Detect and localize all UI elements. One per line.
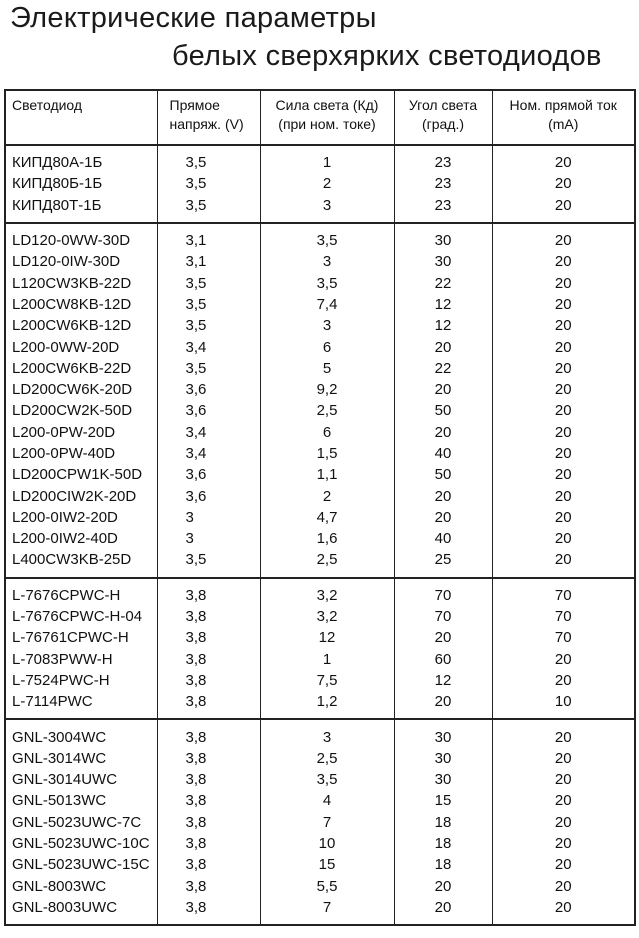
cell-intensity: 1 [260, 145, 394, 173]
cell-angle: 18 [394, 833, 492, 854]
cell-intensity: 3,2 [260, 578, 394, 606]
cell-current: 20 [492, 719, 635, 747]
table-row [5, 173, 635, 194]
table-row [5, 833, 635, 854]
cell-intensity: 3,5 [260, 223, 394, 251]
cell-current: 20 [492, 145, 635, 173]
cell-intensity: 2,5 [260, 400, 394, 421]
cell-voltage: 3,8 [157, 790, 260, 811]
table-row [5, 549, 635, 577]
cell-model: GNL-5013WC [5, 790, 157, 811]
cell-voltage: 3,8 [157, 719, 260, 747]
header-angle-line-2: (град.) [421, 116, 465, 132]
page-title-line-2: белых сверхярких светодиодов [172, 40, 602, 72]
table-row [5, 145, 635, 173]
cell-intensity: 4,7 [260, 507, 394, 528]
cell-model: GNL-8003UWC [5, 897, 157, 925]
cell-angle: 20 [394, 627, 492, 648]
table-body [5, 145, 635, 925]
cell-intensity: 3 [260, 195, 394, 223]
table-row [5, 691, 635, 719]
cell-model: КИПД80А-1Б [5, 145, 157, 173]
cell-angle: 50 [394, 464, 492, 485]
cell-voltage: 3,5 [157, 272, 260, 293]
cell-angle: 22 [394, 358, 492, 379]
cell-voltage: 3,6 [157, 464, 260, 485]
table-row [5, 251, 635, 272]
table-row [5, 578, 635, 606]
cell-model: LD200CIW2K-20D [5, 485, 157, 506]
cell-model: L400CW3KB-25D [5, 549, 157, 577]
cell-angle: 30 [394, 223, 492, 251]
cell-model: GNL-5023UWC-10C [5, 833, 157, 854]
cell-current: 10 [492, 691, 635, 719]
cell-voltage: 3,5 [157, 294, 260, 315]
cell-voltage: 3,8 [157, 578, 260, 606]
header-current-line-2: (mA) [548, 116, 579, 132]
cell-model: L200-0IW2-40D [5, 528, 157, 549]
cell-angle: 20 [394, 876, 492, 897]
table-row [5, 507, 635, 528]
cell-model: КИПД80Б-1Б [5, 173, 157, 194]
cell-voltage: 3 [157, 507, 260, 528]
table-row [5, 485, 635, 506]
cell-model: L-76761CPWC-H [5, 627, 157, 648]
cell-model: GNL-5023UWC-15C [5, 854, 157, 875]
cell-intensity: 10 [260, 833, 394, 854]
cell-current: 20 [492, 833, 635, 854]
cell-model: LD200CPW1K-50D [5, 464, 157, 485]
cell-intensity: 9,2 [260, 379, 394, 400]
table-row [5, 769, 635, 790]
table-row [5, 812, 635, 833]
cell-intensity: 6 [260, 422, 394, 443]
cell-model: L-7524PWC-H [5, 670, 157, 691]
cell-angle: 22 [394, 272, 492, 293]
cell-angle: 20 [394, 379, 492, 400]
table-row [5, 272, 635, 293]
cell-voltage: 3,8 [157, 649, 260, 670]
table-header-row [5, 90, 635, 145]
cell-voltage: 3,8 [157, 627, 260, 648]
cell-intensity: 1,6 [260, 528, 394, 549]
cell-current: 20 [492, 358, 635, 379]
cell-current: 20 [492, 272, 635, 293]
cell-angle: 18 [394, 854, 492, 875]
cell-current: 20 [492, 315, 635, 336]
cell-voltage: 3,6 [157, 400, 260, 421]
cell-model: LD120-0WW-30D [5, 223, 157, 251]
cell-voltage: 3,6 [157, 379, 260, 400]
cell-current: 20 [492, 294, 635, 315]
cell-current: 20 [492, 769, 635, 790]
cell-angle: 20 [394, 691, 492, 719]
cell-intensity: 7,5 [260, 670, 394, 691]
header-intensity-line-2: (при ном. токе) [278, 116, 376, 132]
cell-current: 20 [492, 173, 635, 194]
cell-angle: 25 [394, 549, 492, 577]
table-row [5, 422, 635, 443]
header-angle [394, 90, 492, 145]
cell-angle: 12 [394, 315, 492, 336]
cell-intensity: 1 [260, 649, 394, 670]
cell-current: 20 [492, 876, 635, 897]
cell-voltage: 3,8 [157, 691, 260, 719]
header-intensity-line-1: Сила света (Кд) [275, 97, 379, 113]
cell-current: 20 [492, 251, 635, 272]
table-row [5, 790, 635, 811]
cell-model: LD200CW6K-20D [5, 379, 157, 400]
cell-model: L-7676CPWC-H-04 [5, 606, 157, 627]
table-row [5, 606, 635, 627]
cell-model: GNL-3004WC [5, 719, 157, 747]
cell-current: 20 [492, 464, 635, 485]
cell-intensity: 5,5 [260, 876, 394, 897]
cell-model: L-7114PWC [5, 691, 157, 719]
cell-voltage: 3,1 [157, 251, 260, 272]
cell-current: 20 [492, 649, 635, 670]
cell-model: L120CW3KB-22D [5, 272, 157, 293]
cell-angle: 20 [394, 422, 492, 443]
header-current-line-1: Ном. прямой ток [509, 97, 617, 113]
table-row [5, 379, 635, 400]
cell-voltage: 3,8 [157, 876, 260, 897]
cell-voltage: 3,4 [157, 336, 260, 357]
cell-angle: 23 [394, 173, 492, 194]
header-model-label: Светодиод [12, 97, 83, 113]
cell-angle: 30 [394, 719, 492, 747]
cell-intensity: 3,2 [260, 606, 394, 627]
cell-model: GNL-8003WC [5, 876, 157, 897]
cell-current: 20 [492, 790, 635, 811]
cell-intensity: 3 [260, 251, 394, 272]
cell-model: L200CW6KB-22D [5, 358, 157, 379]
cell-voltage: 3,8 [157, 854, 260, 875]
cell-voltage: 3,8 [157, 748, 260, 769]
header-intensity [260, 90, 394, 145]
cell-current: 20 [492, 485, 635, 506]
cell-current: 20 [492, 443, 635, 464]
cell-angle: 12 [394, 294, 492, 315]
table-row [5, 876, 635, 897]
cell-current: 70 [492, 578, 635, 606]
header-angle-line-1: Угол света [408, 97, 478, 113]
table-row [5, 336, 635, 357]
table-row [5, 195, 635, 223]
cell-voltage: 3,4 [157, 443, 260, 464]
cell-angle: 20 [394, 507, 492, 528]
table-row [5, 294, 635, 315]
cell-angle: 70 [394, 578, 492, 606]
cell-voltage: 3,1 [157, 223, 260, 251]
cell-intensity: 3,5 [260, 769, 394, 790]
cell-current: 20 [492, 897, 635, 925]
cell-current: 20 [492, 336, 635, 357]
cell-angle: 12 [394, 670, 492, 691]
cell-angle: 50 [394, 400, 492, 421]
cell-angle: 30 [394, 748, 492, 769]
cell-intensity: 15 [260, 854, 394, 875]
cell-current: 20 [492, 422, 635, 443]
header-voltage [157, 90, 260, 145]
cell-intensity: 3,5 [260, 272, 394, 293]
table-row [5, 649, 635, 670]
cell-voltage: 3,8 [157, 769, 260, 790]
table-row [5, 719, 635, 747]
cell-voltage: 3,5 [157, 315, 260, 336]
cell-angle: 30 [394, 251, 492, 272]
cell-current: 20 [492, 507, 635, 528]
header-current [492, 90, 635, 145]
cell-voltage: 3 [157, 528, 260, 549]
cell-model: L200CW8KB-12D [5, 294, 157, 315]
cell-angle: 23 [394, 195, 492, 223]
cell-intensity: 2,5 [260, 748, 394, 769]
cell-voltage: 3,8 [157, 812, 260, 833]
cell-model: L-7676CPWC-H [5, 578, 157, 606]
cell-angle: 18 [394, 812, 492, 833]
table-row [5, 748, 635, 769]
cell-current: 20 [492, 195, 635, 223]
cell-intensity: 3 [260, 719, 394, 747]
cell-voltage: 3,8 [157, 897, 260, 925]
cell-angle: 60 [394, 649, 492, 670]
page-title-line-1: Электрические параметры [10, 2, 377, 34]
cell-current: 20 [492, 748, 635, 769]
cell-intensity: 2,5 [260, 549, 394, 577]
header-model [5, 90, 157, 145]
cell-current: 20 [492, 379, 635, 400]
cell-intensity: 5 [260, 358, 394, 379]
cell-model: L-7083PWW-H [5, 649, 157, 670]
cell-angle: 20 [394, 485, 492, 506]
cell-angle: 20 [394, 336, 492, 357]
cell-intensity: 7 [260, 812, 394, 833]
cell-current: 20 [492, 670, 635, 691]
cell-angle: 15 [394, 790, 492, 811]
cell-voltage: 3,5 [157, 358, 260, 379]
cell-model: L200-0WW-20D [5, 336, 157, 357]
table-row [5, 400, 635, 421]
cell-current: 70 [492, 627, 635, 648]
cell-angle: 20 [394, 897, 492, 925]
table-row [5, 223, 635, 251]
cell-intensity: 1,1 [260, 464, 394, 485]
cell-voltage: 3,8 [157, 833, 260, 854]
cell-model: L200-0IW2-20D [5, 507, 157, 528]
cell-voltage: 3,5 [157, 173, 260, 194]
cell-angle: 70 [394, 606, 492, 627]
cell-intensity: 2 [260, 173, 394, 194]
table-row [5, 528, 635, 549]
cell-model: L200-0PW-20D [5, 422, 157, 443]
cell-intensity: 4 [260, 790, 394, 811]
cell-model: LD200CW2K-50D [5, 400, 157, 421]
header-voltage-line-2: напряж. (V) [169, 116, 244, 132]
cell-current: 20 [492, 223, 635, 251]
cell-angle: 23 [394, 145, 492, 173]
cell-intensity: 7,4 [260, 294, 394, 315]
cell-current: 70 [492, 606, 635, 627]
cell-voltage: 3,5 [157, 145, 260, 173]
table-row [5, 464, 635, 485]
cell-voltage: 3,5 [157, 195, 260, 223]
cell-intensity: 3 [260, 315, 394, 336]
cell-voltage: 3,6 [157, 485, 260, 506]
header-voltage-line-1: Прямое [169, 97, 220, 113]
cell-current: 20 [492, 854, 635, 875]
table-row [5, 443, 635, 464]
cell-model: КИПД80Т-1Б [5, 195, 157, 223]
cell-voltage: 3,4 [157, 422, 260, 443]
table-row [5, 670, 635, 691]
cell-model: LD120-0IW-30D [5, 251, 157, 272]
cell-intensity: 1,2 [260, 691, 394, 719]
table-row [5, 897, 635, 925]
cell-current: 20 [492, 549, 635, 577]
table-row [5, 358, 635, 379]
cell-intensity: 12 [260, 627, 394, 648]
cell-current: 20 [492, 812, 635, 833]
cell-model: L200CW6KB-12D [5, 315, 157, 336]
cell-model: GNL-3014UWC [5, 769, 157, 790]
cell-intensity: 7 [260, 897, 394, 925]
cell-voltage: 3,5 [157, 549, 260, 577]
led-parameters-table [4, 89, 636, 926]
cell-current: 20 [492, 528, 635, 549]
cell-angle: 40 [394, 528, 492, 549]
cell-model: GNL-3014WC [5, 748, 157, 769]
cell-intensity: 2 [260, 485, 394, 506]
cell-current: 20 [492, 400, 635, 421]
cell-voltage: 3,8 [157, 670, 260, 691]
table-row [5, 854, 635, 875]
cell-intensity: 6 [260, 336, 394, 357]
cell-model: GNL-5023UWC-7C [5, 812, 157, 833]
cell-model: L200-0PW-40D [5, 443, 157, 464]
cell-angle: 30 [394, 769, 492, 790]
table-row [5, 315, 635, 336]
cell-intensity: 1,5 [260, 443, 394, 464]
cell-angle: 40 [394, 443, 492, 464]
cell-voltage: 3,8 [157, 606, 260, 627]
table-row [5, 627, 635, 648]
